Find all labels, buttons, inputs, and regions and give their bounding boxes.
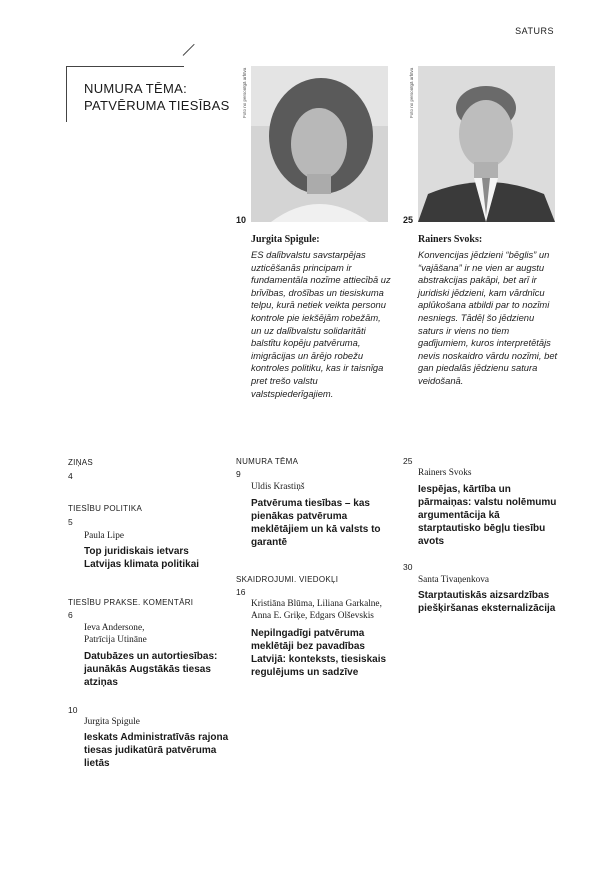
portrait-photo-jurgita <box>251 66 388 222</box>
toc-section-label: ZIŅAS <box>68 458 94 467</box>
toc-article-title[interactable]: Nepilngadīgi patvēruma meklētāji bez pavadības Latvijā: konteksts, tiesiskais regulējums un sadzīve <box>251 628 387 678</box>
theme-frame-slash <box>183 44 195 56</box>
toc-section-label: TIESĪBU PRAKSE. KOMENTĀRI <box>68 598 194 607</box>
toc-article-title[interactable]: Patvēruma tiesības – kas pienākas patvēruma meklētājiem un kā valsts to garantē <box>251 498 381 548</box>
toc-article-title[interactable]: Starptautiskās aizsardzības piešķiršanas eksternalizācija <box>418 590 556 614</box>
toc-article-title[interactable]: Datubāzes un autortiesības: jaunākās Augstākās tiesas atziņas <box>84 651 218 688</box>
theme-title-line2: PATVĒRUMA TIESĪBAS <box>84 98 230 113</box>
theme-title <box>84 80 230 114</box>
photo-credit: Foto no personīgā arhīva <box>409 67 414 118</box>
feature-name: Rainers Svoks: <box>418 234 483 245</box>
photo-credit: Foto no personīgā arhīva <box>242 67 247 118</box>
toc-section-label: SKAIDROJUMI. VIEDOKĻI <box>236 575 339 584</box>
feature-quote: ES dalībvalstu savstarpējas uzticēšanās principam ir fundamentāla nozīme attiecībā uz brīvības, drošības un tiesiskuma telpu, kurā netiek veikta personu kontrole pie iekšējām robežām, un uz dalībvalstu solidaritāti balstītu kopēju patvēruma, imigrācijas un ārējo robežu kontroles politiku, kas ir taisnīga pret trešo valstu valstspiederīgajiem. <box>251 249 391 399</box>
feature-page-number: 10 <box>236 215 247 225</box>
toc-author-line: Patrīcija Utināne <box>84 635 147 645</box>
toc-page-number: 6 <box>68 610 73 620</box>
toc-article-title[interactable]: Ieskats Administratīvās rajona tiesas judikatūrā patvēruma lietās <box>84 732 229 769</box>
toc-author <box>84 622 147 646</box>
toc-page-number: 30 <box>403 562 413 572</box>
toc-page-number: 25 <box>403 456 413 466</box>
toc-author: Paula Lipe <box>84 531 125 541</box>
section-header: SATURS <box>515 26 554 36</box>
feature-page-number: 25 <box>403 215 414 225</box>
toc-author <box>251 598 411 622</box>
toc-section-label: TIESĪBU POLITIKA <box>68 504 143 513</box>
portrait-image <box>418 66 555 222</box>
portrait-photo-rainers <box>418 66 555 222</box>
theme-title-line1: NUMURA TĒMA: <box>84 81 188 96</box>
toc-article-title[interactable]: Iespējas, kārtība un pārmaiņas: valstu nolēmumu argumentācija kā starptautisko bēgļu tiesību avots <box>418 484 557 547</box>
toc-page-number: 5 <box>68 517 73 527</box>
feature-name: Jurgita Spigule: <box>251 234 320 245</box>
feature-quote: Konvencijas jēdzieni “bēglis” un “vajāšana” ir ne vien ar augstu abstrakcijas pakāpi, bet arī ir juridiski jēdzieni, kam vārdnīcu aplūkošana atbildi par to nozīmi nesniegs. Tādēļ šo jēdzienu saturs ir viens no tiem gadījumiem, kuros interpretētājs nevis noskaidro vārdu nozīmi, bet gan piedalās jēdzienu satura veidošanā. <box>418 249 558 386</box>
theme-frame-top <box>66 66 184 67</box>
portrait-image <box>251 66 388 222</box>
toc-article-title[interactable]: Top juridiskais ietvars Latvijas klimata politikai <box>84 546 200 570</box>
toc-page-number: 4 <box>68 471 73 481</box>
toc-section-label: NUMURA TĒMA <box>236 457 299 466</box>
toc-author-line: Anna E. Griķe, Edgars Olševskis <box>251 611 374 621</box>
toc-author-line: Ieva Andersone, <box>84 623 145 633</box>
toc-page-number: 10 <box>68 705 78 715</box>
toc-author-line: Kristiāna Blūma, Liliana Garkalne, <box>251 599 382 609</box>
toc-page-number: 9 <box>236 469 241 479</box>
toc-page-number: 16 <box>236 587 246 597</box>
toc-author: Uldis Krastiņš <box>251 482 305 492</box>
toc-author: Jurgita Spigule <box>84 717 140 727</box>
toc-author: Santa Tivaņenkova <box>418 575 490 585</box>
toc-author: Rainers Svoks <box>418 468 472 478</box>
